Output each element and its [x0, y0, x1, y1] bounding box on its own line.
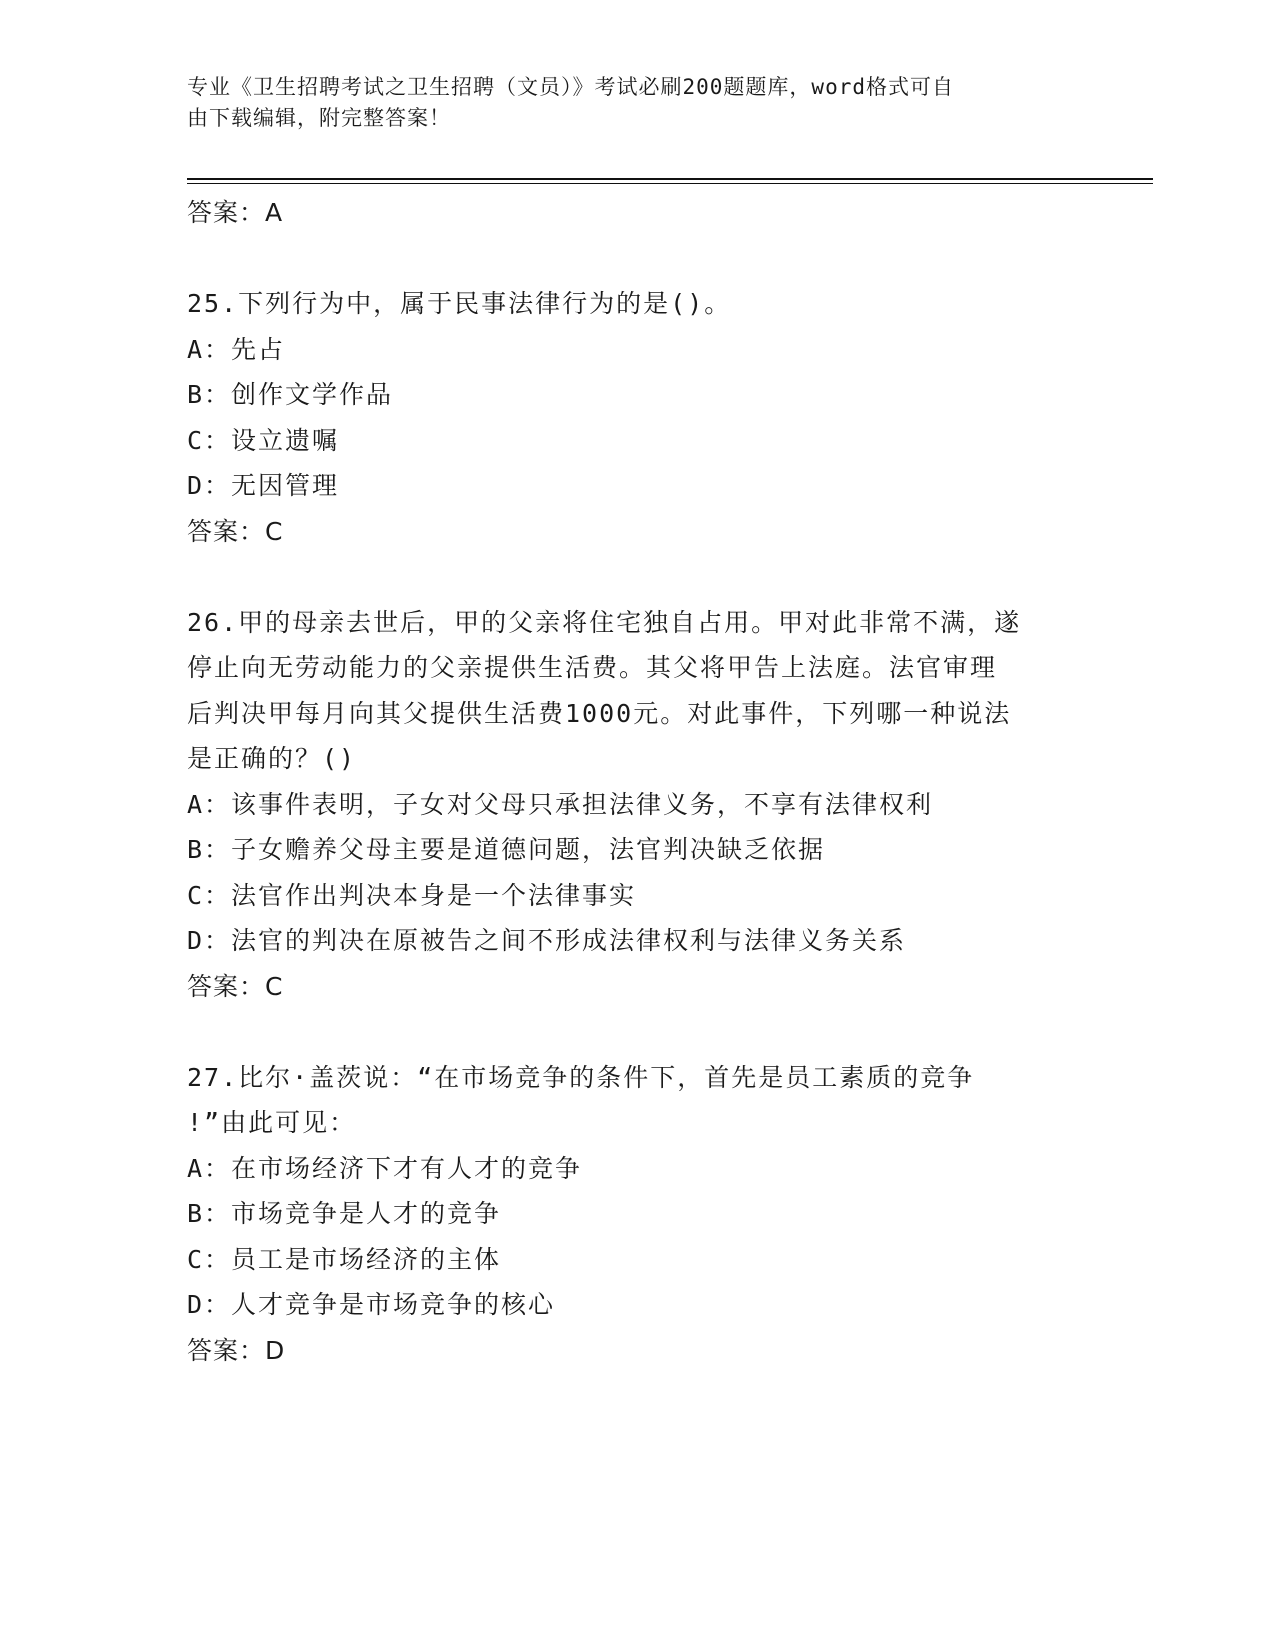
option-b: B：市场竞争是人才的竞争	[187, 1199, 502, 1228]
option-c: C：员工是市场经济的主体	[187, 1244, 502, 1274]
header-line-1: 专业《卫生招聘考试之卫生招聘（文员）》考试必刷200题题库，word格式可自	[187, 75, 954, 99]
option-b: B：子女赡养父母主要是道德问题，法官判决缺乏依据	[187, 835, 826, 864]
option-d: D：法官的判决在原被告之间不形成法律权利与法律义务关系	[187, 926, 907, 955]
header-rule-thin	[187, 183, 1153, 184]
document-header	[187, 72, 1067, 134]
question-list	[187, 190, 1087, 1373]
option-d: D：人才竞争是市场竞争的核心	[187, 1290, 556, 1319]
option-c: C：法官作出判决本身是一个法律事实	[187, 880, 637, 910]
option-c: C：设立遗嘱	[187, 425, 340, 455]
question-block	[187, 1055, 1087, 1373]
answer-line: 答案：C	[187, 516, 284, 546]
previous-answer: 答案：A	[187, 198, 284, 227]
option-a: A：在市场经济下才有人才的竞争	[187, 1153, 583, 1183]
question-text-line-1: 26.甲的母亲去世后，甲的父亲将住宅独自占用。甲对此非常不满，遂	[187, 607, 1022, 637]
spacer	[187, 235, 1087, 281]
spacer	[187, 1009, 1087, 1055]
answer-line: 答案：D	[187, 1335, 286, 1365]
option-b: B：创作文学作品	[187, 380, 394, 409]
question-text-line-1: 27.比尔·盖茨说：“在市场竞争的条件下，首先是员工素质的竞争	[187, 1062, 975, 1092]
question-text-line-4: 是正确的？()	[187, 744, 357, 773]
question-block	[187, 281, 1087, 554]
question-text-line-2: !”由此可见：	[187, 1108, 357, 1137]
header-line-2: 由下载编辑，附完整答案！	[187, 106, 451, 130]
header-rule-thick	[187, 178, 1153, 180]
spacer	[187, 554, 1087, 600]
question-text: 25.下列行为中，属于民事法律行为的是()。	[187, 289, 732, 318]
answer-line: 答案：C	[187, 971, 284, 1001]
option-d: D：无因管理	[187, 471, 340, 500]
question-block	[187, 600, 1087, 1009]
question-text-line-3: 后判决甲每月向其父提供生活费1000元。对此事件，下列哪一种说法	[187, 698, 1012, 728]
question-text-line-2: 停止向无劳动能力的父亲提供生活费。其父将甲告上法庭。法官审理	[187, 653, 998, 682]
option-a: A：先占	[187, 334, 286, 364]
option-a: A：该事件表明，子女对父母只承担法律义务，不享有法律权利	[187, 789, 934, 819]
